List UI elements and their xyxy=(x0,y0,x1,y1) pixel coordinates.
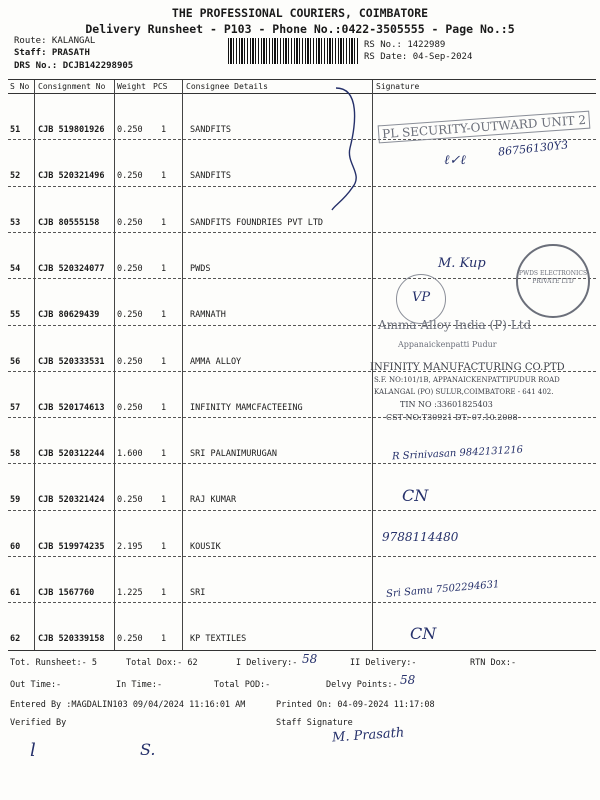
col-pcs: PCS xyxy=(153,82,168,91)
signature-55: VP xyxy=(412,290,431,305)
row-pcs: 1 xyxy=(161,634,167,645)
staff-signature: Staff Signature xyxy=(276,718,353,728)
signature-62: CN xyxy=(410,624,437,643)
i-delivery-value: 58 xyxy=(302,652,318,666)
signature-52-mark: ℓ✓ℓ xyxy=(444,153,466,168)
row-consignee: KOUSIK xyxy=(190,541,221,552)
row-consignee: SANDFITS FOUNDRIES PVT LTD xyxy=(190,217,324,228)
delvy-points: Delvy Points:- xyxy=(326,680,398,690)
runsheet-subtitle: Delivery Runsheet - P103 - Phone No.:0422-3505555 - Page No.:5 xyxy=(85,22,515,36)
row-weight: 2.195 xyxy=(117,541,143,552)
delvy-points-value: 58 xyxy=(400,673,416,687)
row-separator xyxy=(8,510,596,511)
verified-by: Verified By xyxy=(10,718,67,728)
row-sno: 52 xyxy=(10,171,21,182)
row-separator xyxy=(8,556,596,557)
row-consignment-no: CJB 520321424 xyxy=(38,495,105,506)
column-divider xyxy=(34,80,35,650)
col-consignment: Consignment No xyxy=(38,82,106,91)
rs-number: RS No.: 1422989 xyxy=(364,40,446,50)
row-pcs: 1 xyxy=(161,449,167,460)
row-sno: 62 xyxy=(10,634,21,645)
column-divider xyxy=(114,80,115,650)
route-label: Route: KALANGAL xyxy=(14,36,96,46)
amma-alloy-stamp: Amma Alloy India (P) Ltd xyxy=(378,318,532,332)
tot-runsheet: Tot. Runsheet:- 5 xyxy=(10,658,97,668)
bracket-mark xyxy=(330,84,370,214)
row-sno: 57 xyxy=(10,402,21,413)
signature-59: CN xyxy=(402,486,429,505)
infinity-stamp-tin: TIN NO :33601825403 xyxy=(400,400,493,409)
row-consignment-no: CJB 520333531 xyxy=(38,356,105,367)
row-sno: 59 xyxy=(10,495,21,506)
row-consignment-no: CJB 520321496 xyxy=(38,171,105,182)
row-sno: 55 xyxy=(10,310,21,321)
row-separator xyxy=(8,139,596,140)
pwds-round-seal: PWDS ELECTRONICS PRIVATE LTD xyxy=(516,244,590,318)
signature-54: M. Kup xyxy=(438,256,486,271)
row-sno: 51 xyxy=(10,125,21,135)
verified-signature: S. xyxy=(140,740,156,759)
row-sno: 60 xyxy=(10,541,21,552)
staff-signature-mark: M. Prasath xyxy=(331,725,405,746)
signature-52: 86756130Y3 xyxy=(497,138,569,159)
row-consignee: SRI PALANIMURUGAN xyxy=(190,449,277,460)
row-weight: 0.250 xyxy=(117,125,143,135)
rtn-dox: RTN Dox:- xyxy=(470,658,517,668)
row-weight: 0.250 xyxy=(117,310,143,321)
table-top-rule xyxy=(8,79,596,80)
row-pcs: 1 xyxy=(161,495,167,506)
row-consignment-no: CJB 519801926 xyxy=(38,125,105,135)
col-signature: Signature xyxy=(376,82,420,91)
row-sno: 54 xyxy=(10,263,21,274)
row-weight: 0.250 xyxy=(117,217,143,228)
row-weight: 0.250 xyxy=(117,171,143,182)
printed-on: Printed On: 04-09-2024 11:17:08 xyxy=(276,700,435,710)
row-pcs: 1 xyxy=(161,588,167,598)
out-time: Out Time:- xyxy=(10,680,62,690)
row-pcs: 1 xyxy=(161,356,167,367)
row-pcs: 1 xyxy=(161,541,167,552)
total-pod: Total POD:- xyxy=(214,680,271,690)
signature-58: R Srinivasan 9842131216 xyxy=(391,444,524,463)
row-pcs: 1 xyxy=(161,310,167,321)
infinity-stamp-cst: CST NO:T30921 DT: 07.10.2008 xyxy=(386,413,518,422)
staff-label: Staff: PRASATH xyxy=(14,48,90,58)
rs-date: RS Date: 04-Sep-2024 xyxy=(364,52,473,62)
infinity-stamp-name: INFINITY MANUFACTURING CO.PTD xyxy=(370,362,565,373)
col-consignee: Consignee Details xyxy=(186,82,268,91)
signature-61: Sri Samu 7502294631 xyxy=(385,579,500,600)
infinity-stamp-line2: KALANGAL (PO) SULUR,COIMBATORE - 641 402. xyxy=(374,388,554,396)
row-sno: 56 xyxy=(10,356,21,367)
row-consignee: INFINITY MAMCFACTEEING xyxy=(190,402,303,413)
amma-alloy-address: Appanaickenpatti Pudur xyxy=(398,340,497,349)
ii-delivery: II Delivery:- xyxy=(350,658,417,668)
security-stamp: PL SECURITY-OUTWARD UNIT 2 xyxy=(378,111,591,144)
row-consignment-no: CJB 1567760 xyxy=(38,588,95,598)
row-separator xyxy=(8,186,596,187)
drs-number: DRS No.: DCJB142298905 xyxy=(14,61,134,71)
row-consignment-no: CJB 80555158 xyxy=(38,217,100,228)
row-separator xyxy=(8,602,596,603)
row-separator xyxy=(8,232,596,233)
signature-60: 9788114480 xyxy=(382,530,459,544)
row-consignment-no: CJB 520324077 xyxy=(38,263,105,274)
infinity-stamp-line1: S.F. NO:101/1B, APPANAICKENPATTIPUDUR ROAD xyxy=(374,376,560,384)
column-divider xyxy=(182,80,183,650)
row-consignment-no: CJB 520312244 xyxy=(38,449,105,460)
i-delivery: I Delivery:- xyxy=(236,658,298,668)
row-consignee: KP TEXTILES xyxy=(190,634,247,645)
row-sno: 53 xyxy=(10,217,21,228)
table-header-rule xyxy=(8,93,596,94)
col-sno: S No xyxy=(10,82,30,91)
row-consignee: SRI xyxy=(190,588,206,598)
total-dox: Total Dox:- 62 xyxy=(126,658,198,668)
row-sno: 61 xyxy=(10,588,21,598)
row-separator xyxy=(8,278,596,279)
row-pcs: 1 xyxy=(161,263,167,274)
company-title: THE PROFESSIONAL COURIERS, COIMBATORE xyxy=(171,6,429,20)
row-pcs: 1 xyxy=(161,402,167,413)
row-weight: 1.225 xyxy=(117,588,143,598)
row-pcs: 1 xyxy=(161,125,167,135)
footer-rule xyxy=(8,650,596,651)
row-weight: 1.600 xyxy=(117,449,143,460)
entered-by: Entered By :MAGDALIN103 09/04/2024 11:16:01 AM xyxy=(10,700,246,710)
barcode xyxy=(228,38,360,64)
row-consignee: SANDFITS xyxy=(190,171,231,182)
row-weight: 0.250 xyxy=(117,402,143,413)
row-pcs: 1 xyxy=(161,171,167,182)
row-sno: 58 xyxy=(10,449,21,460)
row-consignment-no: CJB 519974235 xyxy=(38,541,105,552)
row-consignee: AMMA ALLOY xyxy=(190,356,242,367)
row-consignment-no: CJB 80629439 xyxy=(38,310,100,321)
row-consignee: SANDFITS xyxy=(190,125,231,135)
row-consignee: PWDS xyxy=(190,263,211,274)
row-weight: 0.250 xyxy=(117,263,143,274)
row-weight: 0.250 xyxy=(117,634,143,645)
row-consignee: RAMNATH xyxy=(190,310,226,321)
row-consignee: RAJ KUMAR xyxy=(190,495,237,506)
col-weight: Weight xyxy=(117,82,146,91)
row-consignment-no: CJB 520174613 xyxy=(38,402,105,413)
row-consignment-no: CJB 520339158 xyxy=(38,634,105,645)
verified-initial: l xyxy=(30,740,36,761)
row-pcs: 1 xyxy=(161,217,167,228)
in-time: In Time:- xyxy=(116,680,163,690)
row-separator xyxy=(8,463,596,464)
row-weight: 0.250 xyxy=(117,495,143,506)
row-weight: 0.250 xyxy=(117,356,143,367)
